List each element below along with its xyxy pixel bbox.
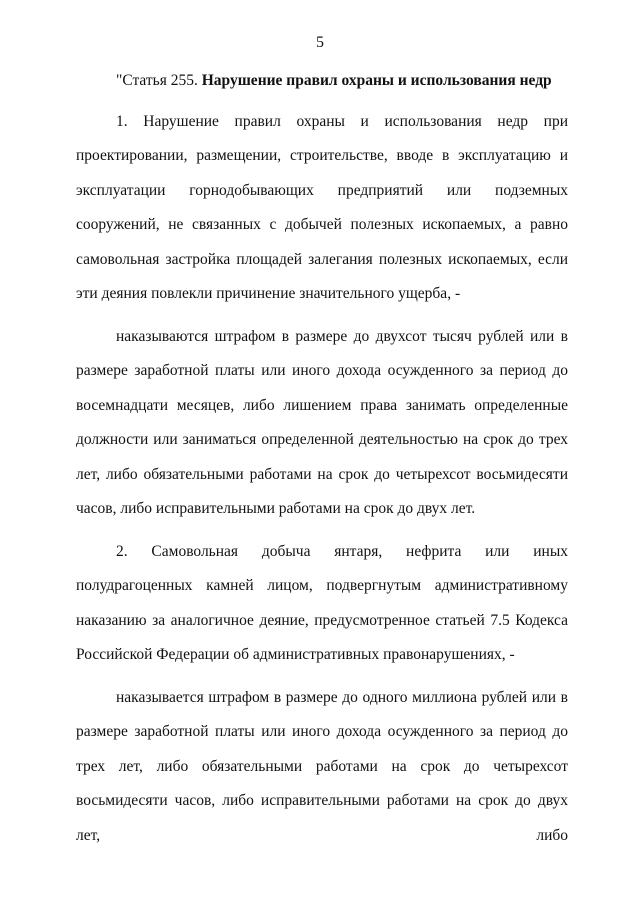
paragraph-3: 2. Самовольная добыча янтаря, нефрита или иных полудрагоценных камней лицом, подвергнутым административному наказанию за аналогичное деяние, предусмотренное статьей 7.5 Кодекса Российской Федерации об административных правонарушениях, - xyxy=(76,542,568,663)
paragraph-2: наказываются штрафом в размере до двухсот тысяч рублей или в размере заработной платы или иного дохода осужденного за период до восемнадцати месяцев, либо лишением права занимать определенные должности или заниматься определенной деятельностью на срок до трех лет, либо обязательными работами на срок до четырехсот восьмидесяти часов, либо исправительными работами на срок до двух лет. xyxy=(76,327,568,517)
page-number: 5 xyxy=(316,34,324,51)
article-title: Нарушение правил охраны и использования недр xyxy=(201,72,552,89)
document-body xyxy=(76,64,568,853)
paragraph-1: 1. Нарушение правил охраны и использования недр при проектировании, размещении, строительстве, вводе в эксплуатацию и эксплуатации горнодобывающих предприятий или подземных сооружений, не связанных с добычей полезных ископаемых, а равно самовольная застройка площадей залегания полезных ископаемых, если эти деяния повлекли причинение значительного ущерба, - xyxy=(76,112,568,302)
paragraph-4: наказывается штрафом в размере до одного миллиона рублей или в размере заработной платы или иного дохода осужденного за период до трех лет, либо обязательными работами на срок до четырехсот восьмидесяти часов, либо исправительными работами на срок до двух лет, либо xyxy=(76,688,568,844)
article-heading xyxy=(76,64,568,99)
article-number: "Статья 255. xyxy=(116,72,198,89)
